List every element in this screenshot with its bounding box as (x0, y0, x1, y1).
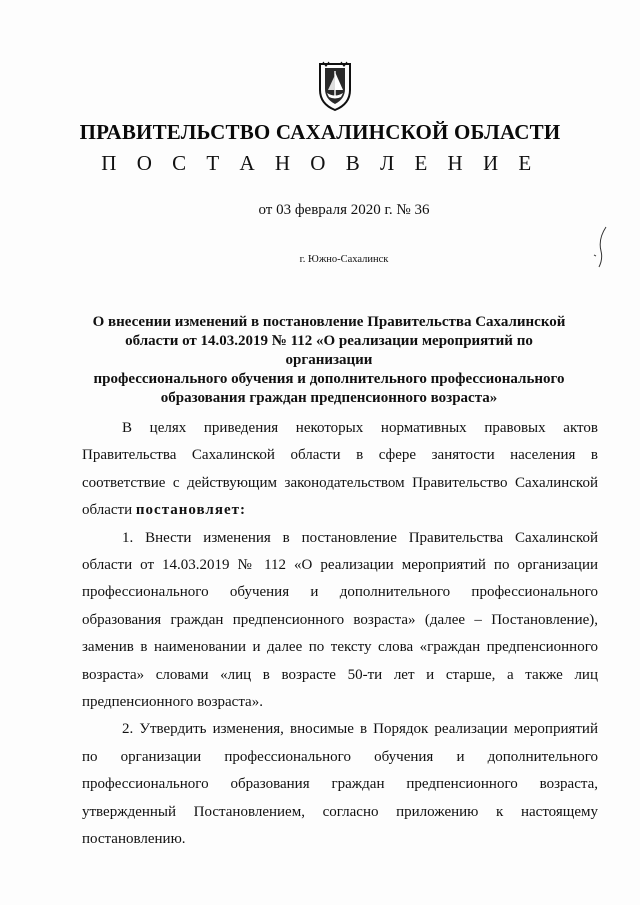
item-2-paragraph: 2. Утвердить изменения, вносимые в Порядок реализации мероприятий по организации профессионального обучения и дополнительного профессионального образования граждан предпенсионного возраста, утвержденный Постановлением, согласно приложению к настоящему постановлению. (82, 721, 598, 848)
preamble-paragraph (82, 415, 598, 525)
document-type: П О С Т А Н О В Л Е Н И Е (101, 151, 539, 175)
government-title: ПРАВИТЕЛЬСТВО САХАЛИНСКОЙ ОБЛАСТИ (79, 120, 561, 144)
coat-of-arms-icon (317, 60, 353, 112)
pen-mark-icon (592, 225, 612, 270)
preamble-emphasis: постановляет: (135, 502, 246, 519)
preamble-text: В целях приведения некоторых нормативных правовых актов Правительства Сахалинской области в сфере занятости населения в соответствие с действующим законодательством Правительство Сахалинской области (82, 420, 598, 519)
heading-line: образования граждан предпенсионного возраста» (160, 390, 498, 406)
document-heading (84, 313, 574, 408)
item-1-paragraph: 1. Внести изменения в постановление Правительства Сахалинской области от 14.03.2019 № 112 «О реализации мероприятий по организации профессионального обучения и дополнительного профессионального образования граждан предпенсионного возраста» (далее – Постановление), заменив в наименовании и далее по тексту слова «граждан предпенсионного возраста» словами «лиц в возрасте 50-ти лет и старше, а также лиц предпенсионного возраста». (82, 529, 598, 711)
document-date-number: от 03 февраля 2020 г. № 36 (258, 202, 430, 218)
heading-line: О внесении изменений в постановление Правительства Сахалинской (92, 314, 566, 330)
document-body (82, 415, 598, 854)
heading-line: профессионального обучения и дополнительного профессионального (93, 371, 565, 387)
heading-line: области от 14.03.2019 № 112 «О реализации мероприятий по организации (125, 333, 533, 368)
document-city: г. Южно-Сахалинск (299, 254, 389, 265)
